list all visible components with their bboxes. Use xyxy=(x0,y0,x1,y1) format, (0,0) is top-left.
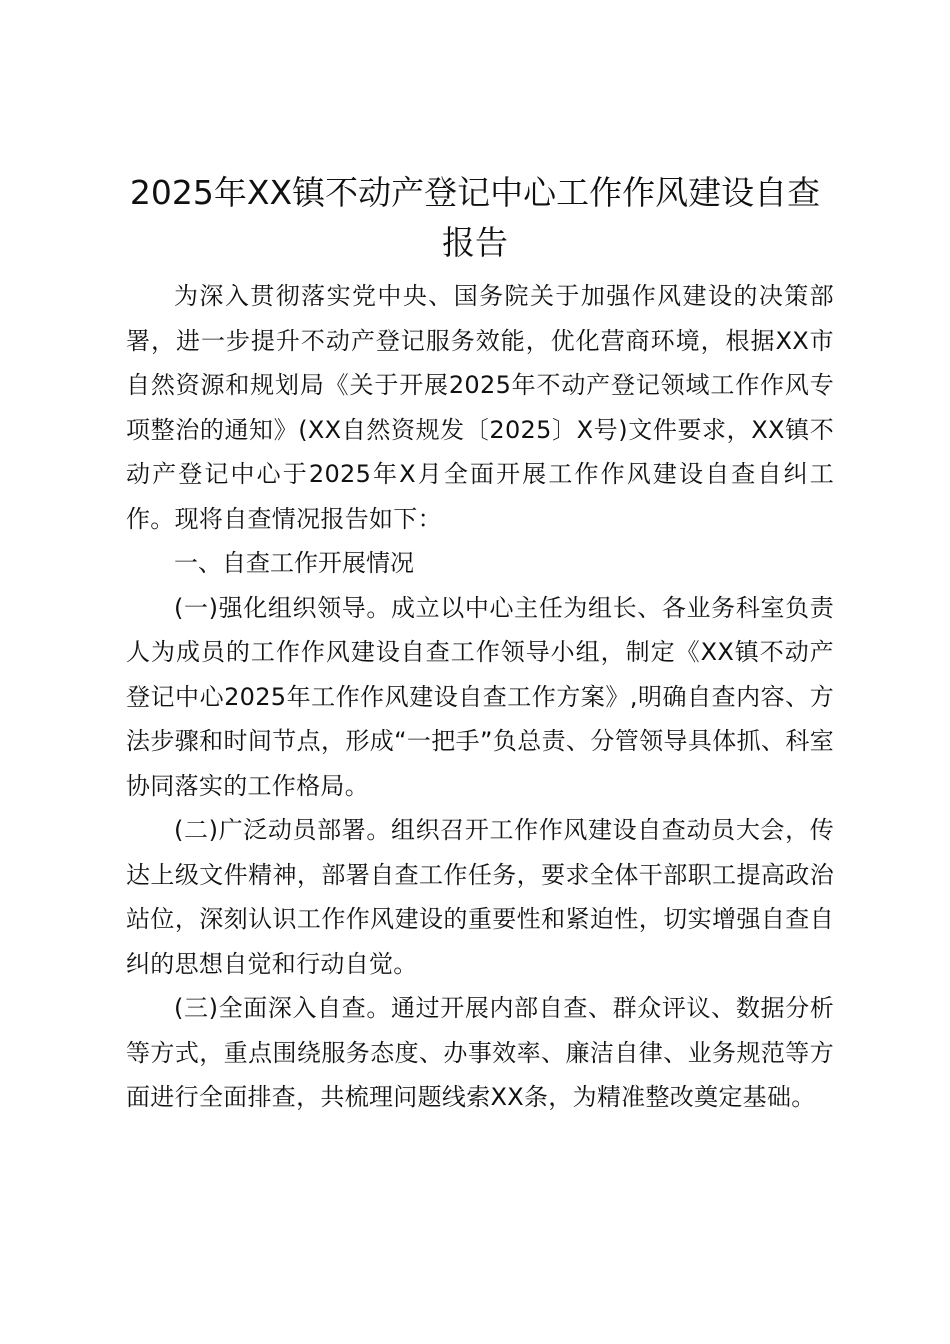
intro-paragraph: 为深入贯彻落实党中央、国务院关于加强作风建设的决策部署，进一步提升不动产登记服务效能，优化营商环境，根据XX市自然资源和规划局《关于开展2025年不动产登记领域工作作风专项整治的通知》(XX自然资规发〔2025〕X号)文件要求，XX镇不动产登记中心于2025年X月全面开展工作作风建设自查自纠工作。现将自查情况报告如下： xyxy=(126,282,834,533)
section-item-2: (二)广泛动员部署。组织召开工作作风建设自查动员大会，传达上级文件精神，部署自查工作任务，要求全体干部职工提高政治站位，深刻认识工作作风建设的重要性和紧迫性，切实增强自查自纠的思想自觉和行动自觉。 xyxy=(126,816,834,978)
document-body xyxy=(126,274,834,1120)
section-item-3: (三)全面深入自查。通过开展内部自查、群众评议、数据分析等方式，重点围绕服务态度、办事效率、廉洁自律、业务规范等方面进行全面排查，共梳理问题线索XX条，为精准整改奠定基础。 xyxy=(126,994,834,1111)
document-title: 2025年XX镇不动产登记中心工作作风建设自查报告 xyxy=(129,173,821,262)
section-item-1: (一)强化组织领导。成立以中心主任为组长、各业务科室负责人为成员的工作作风建设自查工作领导小组，制定《XX镇不动产登记中心2025年工作作风建设自查工作方案》,明确自查内容、方法步骤和时间节点，形成“一把手”负总责、分管领导具体抓、科室协同落实的工作格局。 xyxy=(126,593,834,800)
section-heading: 一、自查工作开展情况 xyxy=(174,549,414,577)
